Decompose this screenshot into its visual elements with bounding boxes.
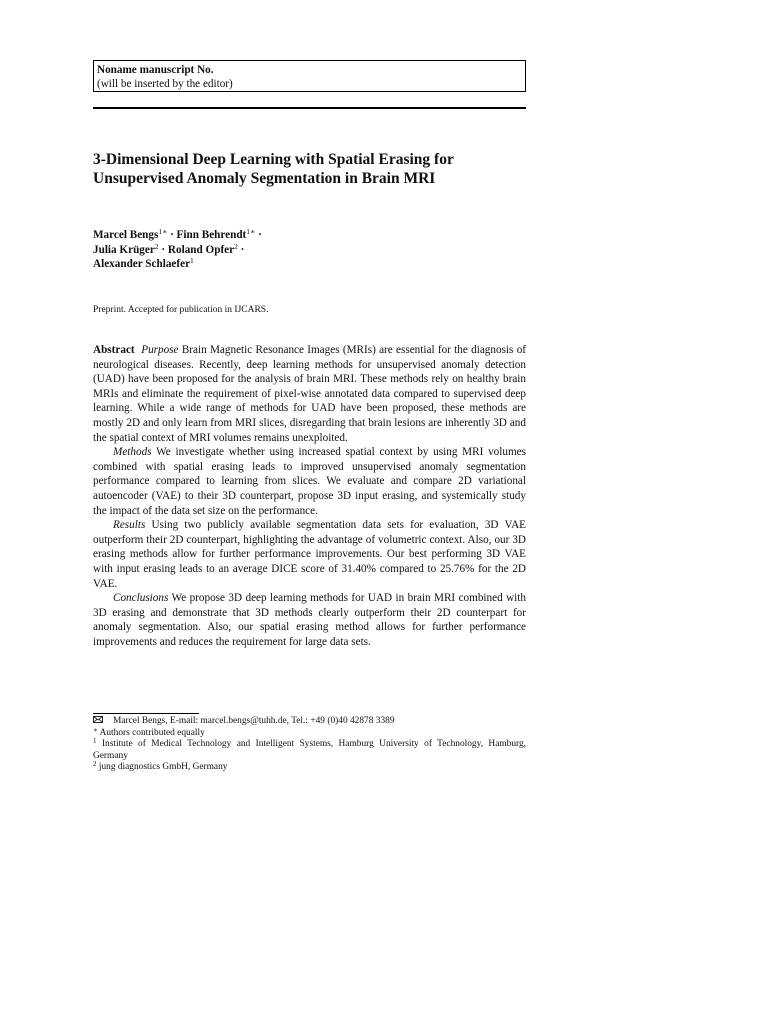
author-affiliation-mark: 1∗ bbox=[158, 227, 168, 236]
footnote-equal-contribution bbox=[93, 725, 526, 740]
manuscript-number-line: Noname manuscript No. bbox=[97, 64, 214, 76]
results-text: Using two publicly available segmentation data sets for evaluation, 3D VAE outperform their 2D counterpart, highlighting the advantage of volumetric context. Also, our 3D erasing methods allow for further performance improvements. Our best performing 3D VAE with input erasing leads to an average DICE score of 31.40% compared to 25.76% for the 2D VAE. bbox=[93, 519, 527, 590]
abstract-conclusions bbox=[93, 591, 526, 649]
author-separator: · bbox=[257, 229, 262, 241]
header-rule bbox=[93, 107, 526, 109]
footnote-affiliation-2 bbox=[93, 762, 526, 774]
affiliation-1-text: Institute of Medical Technology and Intelligent Systems, Hamburg University of Technology, Hamburg, Germany bbox=[93, 739, 527, 761]
abstract-results bbox=[93, 518, 526, 591]
author-line bbox=[93, 257, 526, 272]
author-line bbox=[93, 228, 526, 243]
abstract-heading: Abstract bbox=[93, 344, 135, 356]
author-affiliation-mark: 1∗ bbox=[246, 227, 256, 236]
conclusions-label: Conclusions bbox=[113, 592, 169, 605]
author-name: Alexander Schlaefer bbox=[93, 258, 191, 270]
author-separator: · bbox=[170, 229, 174, 241]
conclusions-text: We propose 3D deep learning methods for UAD in brain MRI combined with 3D erasing and demonstrate that 3D methods clearly outperform their 2D counterpart for anomaly segmentation. Also, our spatial erasing method allows for further performance improvements and reduces the requirement for large data sets. bbox=[93, 592, 526, 648]
paper-title: 3-Dimensional Deep Learning with Spatial Erasing for Unsupervised Anomaly Segmentation in Brain MRI bbox=[93, 151, 454, 187]
author-list bbox=[93, 228, 526, 272]
author-separator: · bbox=[240, 243, 245, 256]
preprint-note: Preprint. Accepted for publication in IJCARS. bbox=[93, 305, 269, 315]
abstract-purpose bbox=[93, 343, 526, 445]
author-affiliation-mark: 2 bbox=[234, 241, 238, 251]
footnote-rule bbox=[93, 713, 199, 714]
affiliation-2-text: jung diagnostics GmbH, Germany bbox=[98, 762, 228, 772]
author-affiliation-mark: 1 bbox=[190, 256, 194, 265]
footnote-contact bbox=[93, 716, 526, 728]
abstract bbox=[93, 343, 526, 649]
purpose-label: Purpose bbox=[141, 344, 179, 356]
author-name: Finn Behrendt bbox=[176, 229, 247, 241]
author-separator: · bbox=[161, 243, 166, 256]
affiliation-2-mark: 2 bbox=[93, 760, 97, 768]
footnote-affiliation-1 bbox=[93, 739, 526, 762]
methods-label: Methods bbox=[113, 446, 152, 459]
envelope-icon bbox=[93, 716, 103, 723]
editor-note-line: (will be inserted by the editor) bbox=[97, 78, 233, 90]
results-label: Results bbox=[113, 519, 146, 532]
author-affiliation-mark: 2 bbox=[154, 241, 159, 251]
purpose-text: Brain Magnetic Resonance Images (MRIs) are essential for the diagnosis of neurological diseases. Recently, deep learning methods for unsupervised anomaly detection (UAD) have been proposed for the analysis of brain MRI. These methods rely on healthy brain MRIs and eliminate the requirement of pixel-wise annotated data compared to supervised deep learning. While a wide range of methods for UAD have been proposed, these methods are mostly 2D and only learn from MRI slices, disregarding that brain lesions are inherently 3D and the spatial context of MRI volumes remains unexploited. bbox=[93, 344, 527, 444]
abstract-methods bbox=[93, 445, 526, 518]
author-name: Roland Opfer bbox=[167, 243, 235, 256]
author-name: Marcel Bengs bbox=[93, 229, 159, 241]
footnotes bbox=[93, 716, 526, 774]
author-name: Julia Krüger bbox=[93, 243, 155, 256]
affiliation-1-mark: 1 bbox=[93, 737, 97, 745]
equal-mark: ∗ bbox=[93, 725, 98, 734]
equal-text: Authors contributed equally bbox=[99, 727, 205, 738]
manuscript-number-box bbox=[93, 60, 526, 92]
author-line bbox=[93, 243, 526, 258]
contact-text: Marcel Bengs, E-mail: marcel.bengs@tuhh.de, Tel.: +49 (0)40 42878 3389 bbox=[113, 716, 395, 726]
methods-text: We investigate whether using increased spatial context by using MRI volumes combined with spatial erasing leads to improved unsupervised anomaly segmentation performance compared to learning from slices. We evaluate and compare 2D variational autoencoder (VAE) to their 3D counterpart, propose 3D input erasing, and systemically study the impact of the data set size on the performance. bbox=[93, 446, 526, 517]
